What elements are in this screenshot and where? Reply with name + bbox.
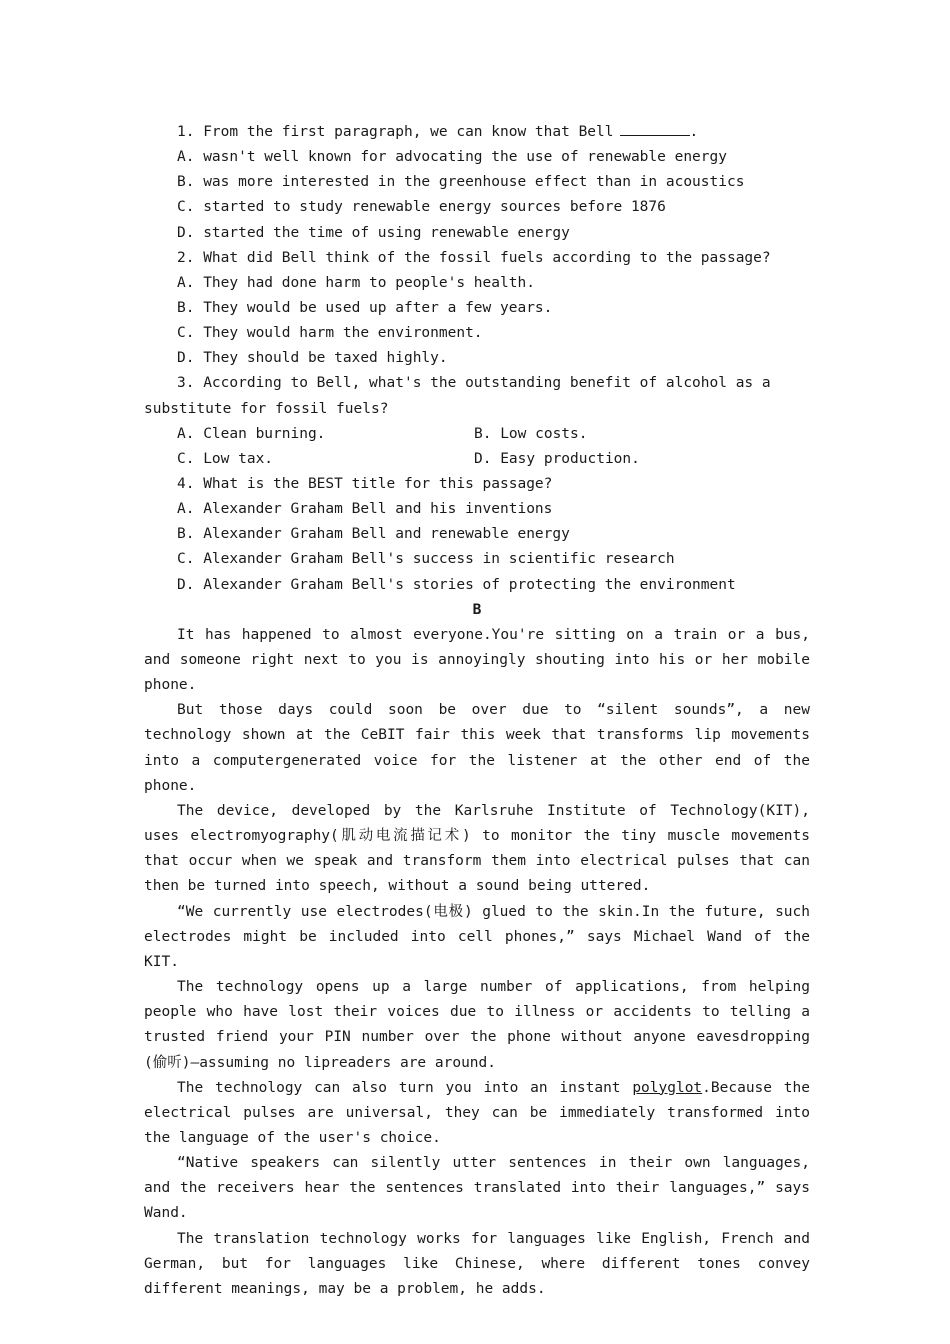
passage-paragraph-1: It has happened to almost everyone.You're sitting on a train or a bus, and someone right next to you is annoyingly shouting into his or her mobile phone. <box>144 626 810 694</box>
question-3-option-b: B. Low costs. <box>474 425 588 442</box>
answer-blank <box>620 121 690 136</box>
document-page <box>144 120 810 1302</box>
question-3-stem-line1: 3. According to Bell, what's the outstanding benefit of alcohol as a <box>177 375 771 392</box>
question-3-option-c: C. Low tax. <box>177 450 274 467</box>
passage-paragraph-6 <box>144 1076 810 1151</box>
polyglot-para-before: The technology can also turn you into an instant <box>177 1079 633 1096</box>
question-1-stem-end: . <box>689 124 699 140</box>
passage-paragraph-8: The translation technology works for languages like English, French and German, but for languages like Chinese, where different tones convey different meanings, may be a problem, he adds. <box>144 1230 810 1297</box>
passage-paragraph-4: “We currently use electrodes(电极) glued to the skin.In the future, such electrodes might be included into cell phones,” says Michael Wand of the KIT. <box>144 903 810 970</box>
passage-paragraph-5: The technology opens up a large number of applications, from helping people who have lost their voices due to illness or accidents to telling a trusted friend your PIN number over the phone without anyone eavesdropping (偷听)—assuming no lipreaders are around. <box>144 979 810 1071</box>
question-2-option-d: D. They should be taxed highly. <box>177 350 448 367</box>
question-4-stem: 4. What is the BEST title for this passage? <box>177 476 553 492</box>
question-1-option-b: B. was more interested in the greenhouse effect than in acoustics <box>177 174 745 191</box>
passage-paragraph-3: The device, developed by the Karlsruhe Institute of Technology(KIT), uses electromyography(肌动电流描记术) to monitor the tiny muscle movements that occur when we speak and transform them into electrical pulses that can then be turned into speech, without a sound being uttered. <box>144 802 810 895</box>
passage-paragraph-7: “Native speakers can silently utter sentences in their own languages, and the receivers hear the sentences translated into their languages,” says Wand. <box>144 1155 810 1222</box>
question-1-option-a: A. wasn't well known for advocating the use of renewable energy <box>177 149 727 166</box>
question-3-option-a: A. Clean burning. <box>177 425 326 442</box>
question-3-stem-line2: substitute for fossil fuels? <box>144 400 389 417</box>
question-1-option-d: D. started the time of using renewable energy <box>177 224 570 241</box>
question-4-option-b: B. Alexander Graham Bell and renewable energy <box>177 526 570 543</box>
question-1-stem-text: 1. From the first paragraph, we can know that Bell <box>177 124 614 140</box>
underlined-word-polyglot: polyglot <box>632 1079 703 1096</box>
question-4-option-a: A. Alexander Graham Bell and his inventions <box>177 501 553 518</box>
question-3-options-row-1 <box>144 422 810 447</box>
section-b-title: B <box>472 601 482 618</box>
question-2-option-a: A. They had done harm to people's health. <box>177 274 535 291</box>
passage-paragraph-2: But those days could soon be over due to “silent sounds”, a new technology shown at the CeBIT fair this week that transforms lip movements into a computergenerated voice for the listener at the other end of the phone. <box>144 702 810 794</box>
polyglot-para-after: .Because the electrical pulses are universal, they can be immediately transformed into the language of the user's choice. <box>144 1079 810 1146</box>
question-3-option-d: D. Easy production. <box>474 450 640 467</box>
question-2-stem: 2. What did Bell think of the fossil fuels according to the passage? <box>177 249 771 266</box>
question-3-options-row-2 <box>144 447 810 472</box>
question-1-option-c: C. started to study renewable energy sources before 1876 <box>177 199 666 216</box>
question-2-option-c: C. They would harm the environment. <box>177 325 483 342</box>
question-4-option-d: D. Alexander Graham Bell's stories of protecting the environment <box>177 576 736 593</box>
question-2-option-b: B. They would be used up after a few years. <box>177 299 553 316</box>
question-1-stem <box>144 120 810 145</box>
question-4-option-c: C. Alexander Graham Bell's success in scientific research <box>177 551 675 568</box>
